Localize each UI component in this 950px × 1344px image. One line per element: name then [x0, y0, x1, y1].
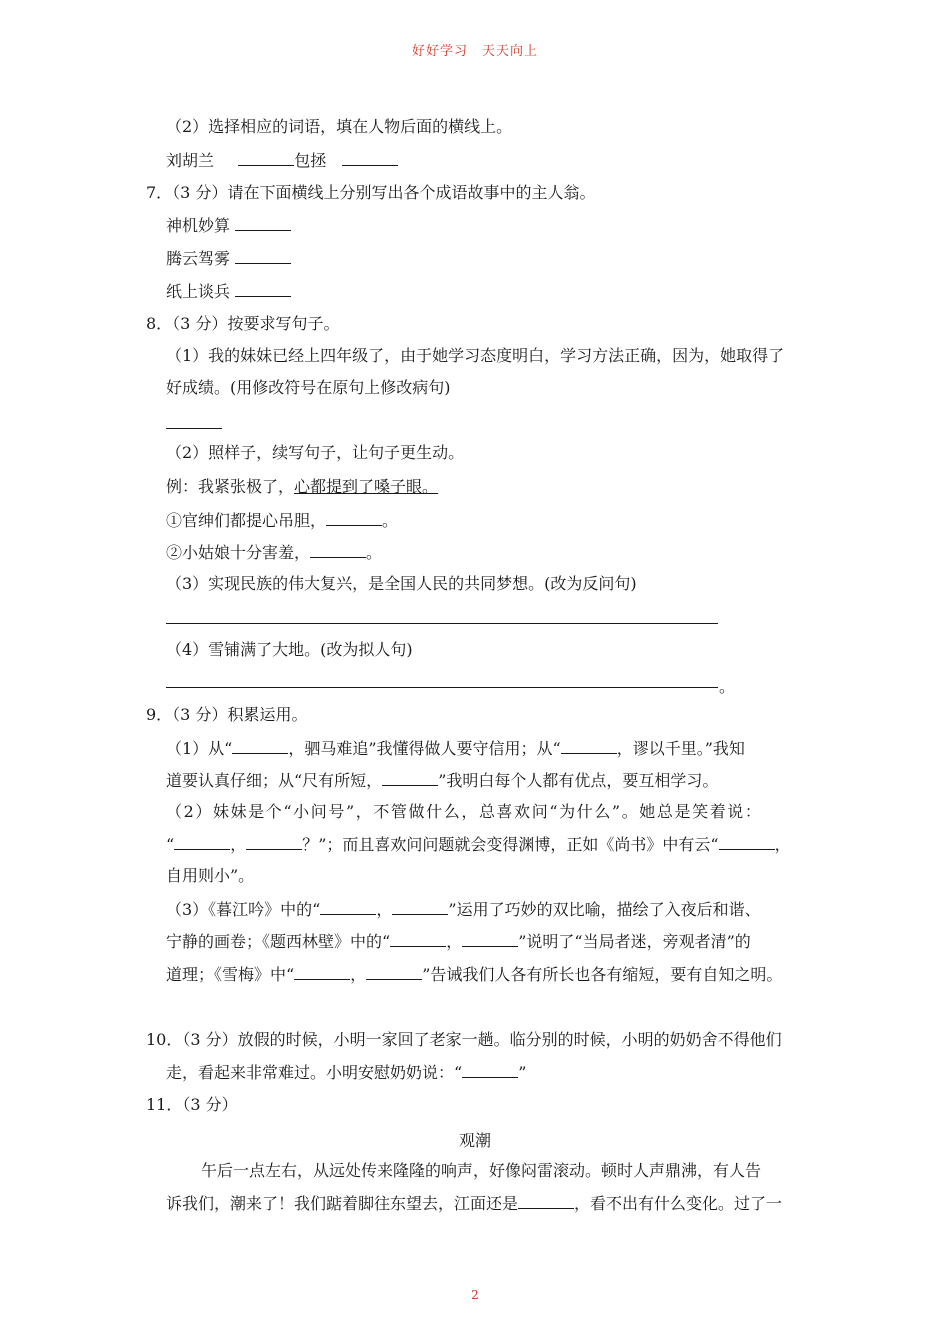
- q10-l2a: 走，看起来非常难过。小明安慰奶奶说：“: [166, 1063, 463, 1082]
- q8-c2-blank[interactable]: [310, 541, 366, 558]
- q9-blank-3[interactable]: [382, 769, 438, 786]
- q8-s2: （2）照样子，续写句子，让句子更生动。: [166, 443, 465, 462]
- q9-l1a: （1）从“: [166, 739, 233, 758]
- q9-l8c: ”告诫我们人各有所长也各有缩短，要有自知之明。: [422, 965, 783, 984]
- q6-person-1: 刘胡兰: [166, 151, 215, 170]
- q9-line-7: [166, 930, 751, 953]
- q11-stem: 11．（3 分）: [146, 1095, 238, 1114]
- q7-item-3: [166, 280, 291, 303]
- q9-blank-9[interactable]: [390, 930, 446, 947]
- q7-stem: 7．（3 分）请在下面横线上分别写出各个成语故事中的主人翁。: [146, 183, 596, 202]
- q11-passage-line-1: 午后一点左右，从远处传来隆隆的响声，好像闷雷滚动。顿时人声鼎沸，有人告: [201, 1161, 762, 1180]
- q9-l7c: ”说明了“当局者迷，旁观者清”的: [518, 932, 751, 951]
- q9-l4b: ，: [230, 835, 247, 854]
- q6-person-2: 包拯: [294, 151, 327, 170]
- q10-line-1: 10．（3 分）放假的时候，小明一家回了老家一趟。临分别的时候，小明的奶奶舍不得他们: [146, 1030, 782, 1049]
- q9-l7a: 宁静的画卷；《题西林壁》中的“: [166, 932, 391, 951]
- q7-item-1: [166, 214, 291, 237]
- q9-l1b: ，驷马难追”我懂得做人要守信用；从“: [288, 739, 561, 758]
- q9-blank-2[interactable]: [561, 737, 617, 754]
- q9-blank-1[interactable]: [232, 737, 288, 754]
- q9-l7b: ，: [446, 932, 463, 951]
- q8-c2-text: ②小姑娘十分害羞，: [166, 543, 311, 562]
- q8-s4-period: 。: [719, 677, 736, 696]
- header-left: 好好学习: [411, 44, 468, 59]
- q8-s4: （4）雪铺满了大地。(改为拟人句): [166, 640, 413, 659]
- q7-blank-2[interactable]: [235, 247, 291, 264]
- q9-blank-10[interactable]: [462, 930, 518, 947]
- page-number: 2: [471, 1288, 479, 1302]
- q11-blank[interactable]: [518, 1192, 574, 1209]
- q9-l8b: ，: [350, 965, 367, 984]
- q9-blank-11[interactable]: [294, 963, 350, 980]
- q6-blank-2[interactable]: [342, 149, 398, 166]
- q8-stem: 8．（3 分）按要求写句子。: [146, 314, 340, 333]
- q9-blank-4[interactable]: [174, 833, 230, 850]
- q8-c2-period: 。: [366, 543, 383, 562]
- q9-line-3: （2）妹妹是个“小问号”，不管做什么，总喜欢问“为什么”。她总是笑着说：: [166, 802, 763, 821]
- q9-l4d: ，: [774, 835, 791, 854]
- q8-s4-answer-line[interactable]: [166, 687, 718, 688]
- header-right: 天天向上: [482, 44, 539, 59]
- q6-blank-1[interactable]: [238, 149, 294, 166]
- q9-l2b: ”我明白每个人都有优点，要互相学习。: [438, 771, 719, 790]
- q9-l4a: “: [166, 835, 175, 854]
- q9-l6c: ”运用了巧妙的双比喻，描绘了入夜后和谐、: [448, 900, 761, 919]
- q10-blank[interactable]: [462, 1061, 518, 1078]
- q8-example-prefix: 例：我紧张极了，: [166, 477, 295, 496]
- q7-idiom-1: 神机妙算: [166, 216, 231, 235]
- q10-line-2: [166, 1061, 526, 1084]
- q8-c1-period: 。: [382, 511, 399, 530]
- q9-l8a: 道理；《雪梅》中“: [166, 965, 295, 984]
- q6-people: [166, 149, 398, 172]
- q9-blank-8[interactable]: [392, 898, 448, 915]
- q9-line-8: [166, 963, 782, 986]
- q7-idiom-3: 纸上谈兵: [166, 282, 231, 301]
- q8-s1-line1: （1）我的妹妹已经上四年级了，由于她学习态度明白，学习方法正确，因为，她取得了: [166, 346, 785, 365]
- q9-blank-7[interactable]: [320, 898, 376, 915]
- q8-c1-blank[interactable]: [326, 509, 382, 526]
- q7-idiom-2: 腾云驾雾: [166, 249, 231, 268]
- q11-passage-title: 观潮: [458, 1131, 491, 1150]
- q9-blank-5[interactable]: [246, 833, 302, 850]
- q8-c1-text: ①官绅们都提心吊胆，: [166, 511, 327, 530]
- q6-sub2: （2）选择相应的词语，填在人物后面的横线上。: [166, 117, 513, 136]
- q9-line-1: [166, 737, 745, 760]
- q9-l4c: ？”；而且喜欢问问题就会变得渊博，正如《尚书》中有云“: [302, 835, 719, 854]
- q9-line-5: 自用则小”。: [166, 866, 255, 885]
- q8-s3: （3）实现民族的伟大复兴，是全国人民的共同梦想。(改为反问句): [166, 574, 637, 593]
- q7-blank-1[interactable]: [235, 214, 291, 231]
- q9-l2a: 道要认真仔细；从“尺有所短，: [166, 771, 383, 790]
- q7-item-2: [166, 247, 291, 270]
- q8-s1-line2: 好成绩。(用修改符号在原句上修改病句): [166, 378, 451, 397]
- q11-p2a: 诉我们，潮来了！我们踮着脚往东望去，江面还是: [166, 1194, 519, 1213]
- q9-line-2: [166, 769, 718, 792]
- q8-example: [166, 476, 438, 498]
- q11-p2b: ，看不出有什么变化。过了一: [574, 1194, 783, 1213]
- q7-blank-3[interactable]: [235, 280, 291, 297]
- q9-l1c: ，谬以千里。”我知: [616, 739, 745, 758]
- q8-example-underlined: 心都提到了嗓子眼。: [294, 477, 439, 496]
- q8-s3-answer-line[interactable]: [166, 623, 718, 624]
- q9-line-4: [166, 833, 791, 856]
- q9-blank-6[interactable]: [719, 833, 775, 850]
- q9-blank-12[interactable]: [366, 963, 422, 980]
- q9-line-6: [166, 898, 761, 921]
- page-header: [0, 40, 950, 59]
- q8-s1-answer-line[interactable]: [166, 428, 222, 429]
- q10-l2b: ”: [518, 1063, 527, 1082]
- q9-l6a: （3）《暮江吟》中的“: [166, 900, 321, 919]
- q8-c2: [166, 541, 382, 564]
- q9-l6b: ，: [376, 900, 393, 919]
- q8-c1: [166, 509, 398, 532]
- q9-stem: 9．（3 分）积累运用。: [146, 705, 308, 724]
- q11-passage-line-2: [166, 1192, 782, 1215]
